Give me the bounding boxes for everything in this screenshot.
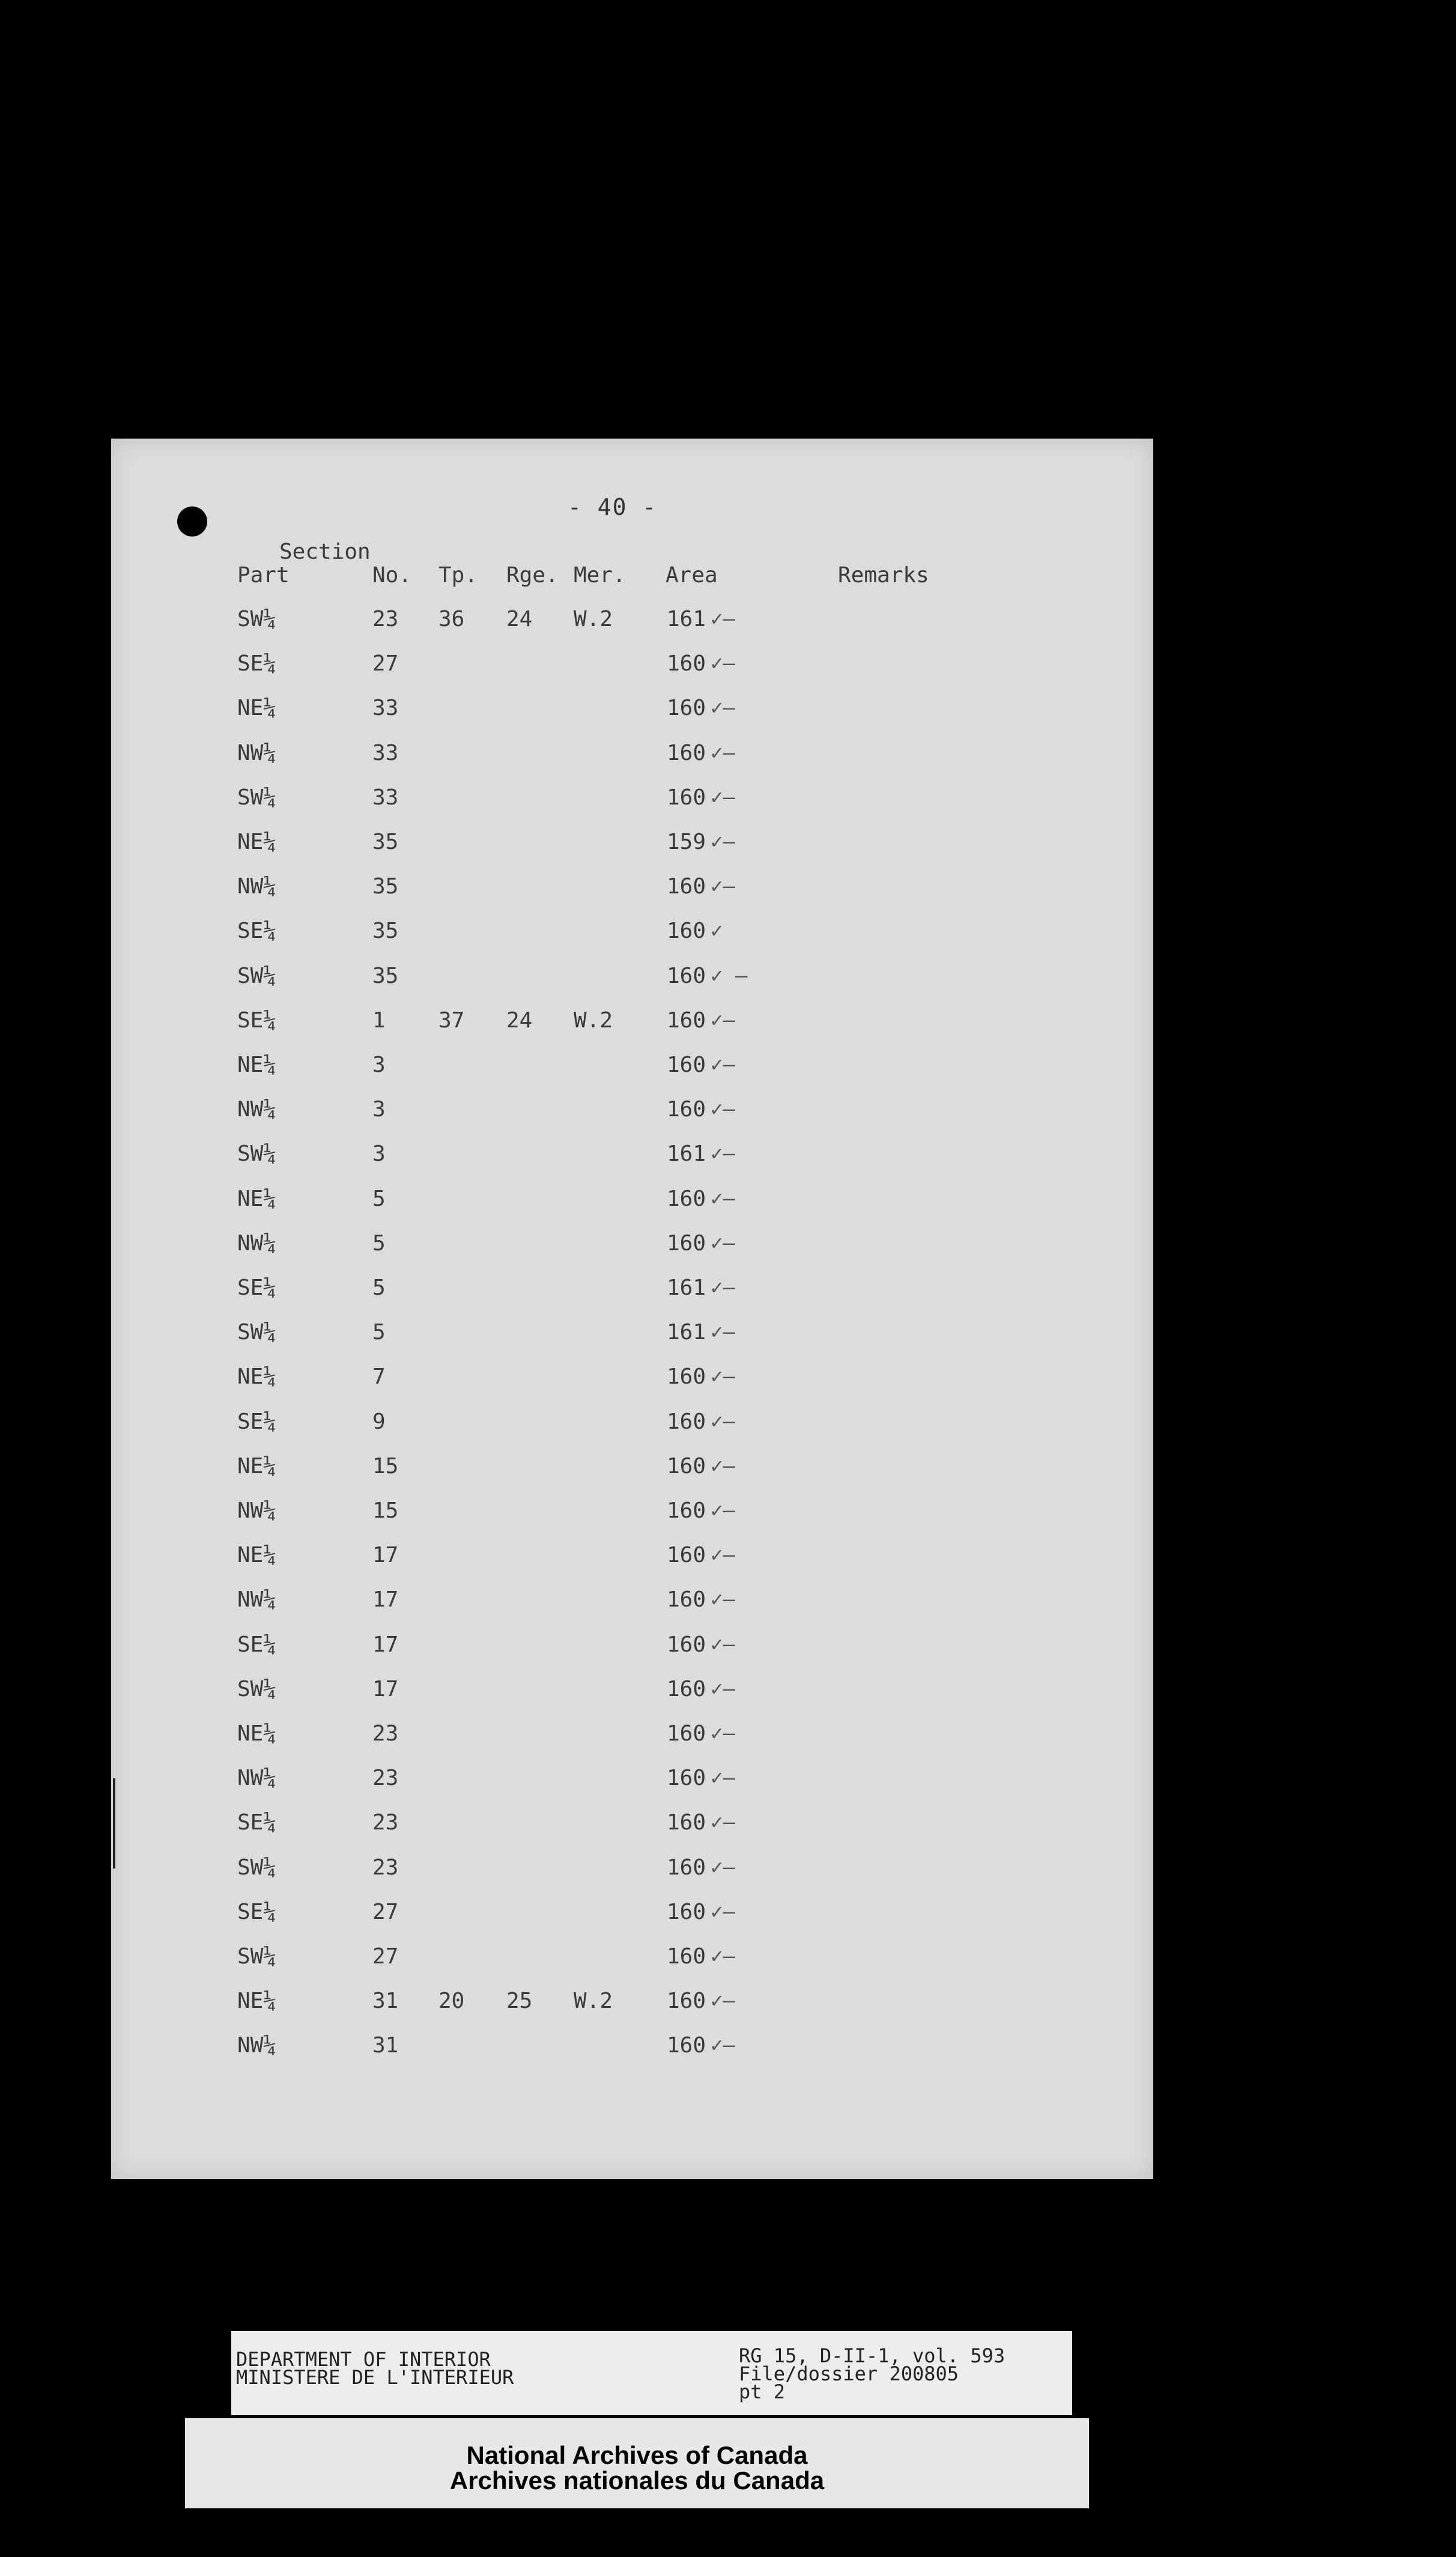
cell-check: ✓ — — [711, 964, 748, 988]
header-section: Section — [279, 540, 371, 564]
cell-check: ✓— — [711, 1721, 735, 1745]
cell-part: NW¼ — [237, 2033, 277, 2058]
cell-check: ✓— — [711, 1766, 735, 1790]
cell-no: 15 — [372, 1454, 399, 1479]
cell-no: 5 — [372, 1275, 386, 1300]
cell-area: 160 — [667, 1810, 706, 1835]
cell-area: 160 — [667, 1008, 706, 1033]
edge-mark — [113, 1778, 115, 1868]
cell-no: 31 — [372, 2033, 399, 2058]
cell-tp: 36 — [438, 607, 465, 631]
cell-area: 161 — [667, 1142, 706, 1166]
cell-check: ✓— — [711, 2033, 735, 2057]
cell-mer: W.2 — [574, 1008, 613, 1033]
cell-area: 160 — [667, 1543, 706, 1567]
cell-no: 23 — [372, 1810, 399, 1835]
cell-no: 3 — [372, 1142, 386, 1166]
cell-part: SW¼ — [237, 1142, 277, 1166]
cell-part: SE¼ — [237, 1008, 277, 1033]
cell-area: 160 — [667, 919, 706, 943]
cell-part: NW¼ — [237, 1587, 277, 1612]
cell-part: NE¼ — [237, 1454, 277, 1479]
cell-part: SW¼ — [237, 607, 277, 631]
cell-check: ✓— — [711, 1320, 735, 1344]
cell-rge: 25 — [506, 1989, 533, 2013]
stamp-dept-fr: MINISTERE DE L'INTERIEUR — [236, 2366, 514, 2389]
cell-no: 27 — [372, 651, 399, 676]
cell-check: ✓— — [711, 1454, 735, 1478]
cell-check: ✓— — [711, 785, 735, 809]
cell-check: ✓— — [711, 1855, 735, 1879]
cell-part: NE¼ — [237, 830, 277, 854]
cell-no: 35 — [372, 830, 399, 854]
header-no: No. — [372, 563, 412, 588]
cell-tp: 20 — [438, 1989, 465, 2013]
banner-french: Archives nationales du Canada — [449, 2466, 825, 2495]
cell-check: ✓— — [711, 1900, 735, 1924]
header-area: Area — [666, 563, 718, 588]
cell-part: SE¼ — [237, 1275, 277, 1300]
cell-part: SE¼ — [237, 1810, 277, 1835]
cell-no: 35 — [372, 964, 399, 988]
cell-area: 160 — [667, 874, 706, 899]
cell-check: ✓— — [711, 1008, 735, 1032]
cell-check: ✓— — [711, 1364, 735, 1388]
cell-no: 15 — [372, 1498, 399, 1523]
header-tp: Tp. — [438, 563, 478, 588]
cell-check: ✓— — [711, 1810, 735, 1834]
stamp-dept-en: DEPARTMENT OF INTERIOR — [236, 2348, 491, 2371]
stamp-right — [739, 2344, 1006, 2403]
cell-area: 161 — [667, 1320, 706, 1345]
cell-check: ✓— — [711, 1498, 735, 1522]
cell-no: 5 — [372, 1187, 386, 1211]
cell-no: 31 — [372, 1989, 399, 2013]
cell-no: 3 — [372, 1097, 386, 1122]
cell-rge: 24 — [506, 1008, 533, 1033]
cell-check: ✓— — [711, 1053, 735, 1077]
cell-part: NW¼ — [237, 741, 277, 765]
cell-area: 160 — [667, 1632, 706, 1657]
cell-check: ✓— — [711, 830, 735, 854]
cell-part: NE¼ — [237, 1721, 277, 1746]
cell-check: ✓— — [711, 741, 735, 765]
cell-no: 23 — [372, 1721, 399, 1746]
cell-check: ✓— — [711, 651, 735, 675]
cell-area: 160 — [667, 1364, 706, 1389]
cell-area: 160 — [667, 651, 706, 676]
cell-area: 160 — [667, 1766, 706, 1790]
cell-check: ✓— — [711, 1587, 735, 1611]
cell-no: 27 — [372, 1900, 399, 1924]
cell-area: 160 — [667, 1855, 706, 1880]
cell-check: ✓— — [711, 1632, 735, 1656]
cell-no: 35 — [372, 919, 399, 943]
cell-part: SW¼ — [237, 1320, 277, 1345]
cell-part: NE¼ — [237, 1053, 277, 1077]
cell-part: NE¼ — [237, 1989, 277, 2013]
stamp-left — [236, 2348, 514, 2389]
cell-tp: 37 — [438, 1008, 465, 1033]
cell-part: SW¼ — [237, 1677, 277, 1701]
cell-part: NE¼ — [237, 696, 277, 720]
archive-stamp — [231, 2331, 1072, 2415]
archives-banner — [185, 2418, 1089, 2508]
cell-part: SW¼ — [237, 785, 277, 810]
cell-area: 160 — [667, 1721, 706, 1746]
cell-no: 35 — [372, 874, 399, 899]
cell-area: 160 — [667, 1409, 706, 1434]
cell-check: ✓— — [711, 607, 735, 631]
cell-part: SE¼ — [237, 1632, 277, 1657]
cell-part: NW¼ — [237, 1766, 277, 1790]
cell-no: 23 — [372, 1766, 399, 1790]
cell-part: NW¼ — [237, 1231, 277, 1256]
cell-area: 160 — [667, 1053, 706, 1077]
cell-part: NW¼ — [237, 1498, 277, 1523]
cell-part: NE¼ — [237, 1187, 277, 1211]
stamp-part: pt 2 — [739, 2380, 786, 2403]
cell-rge: 24 — [506, 607, 533, 631]
cell-no: 17 — [372, 1677, 399, 1701]
cell-part: NE¼ — [237, 1364, 277, 1389]
cell-area: 160 — [667, 696, 706, 720]
cell-check: ✓— — [711, 1275, 735, 1300]
cell-check: ✓— — [711, 696, 735, 720]
cell-part: NW¼ — [237, 874, 277, 899]
cell-mer: W.2 — [574, 1989, 613, 2013]
cell-area: 160 — [667, 1900, 706, 1924]
cell-part: SW¼ — [237, 1855, 277, 1880]
cell-check: ✓— — [711, 1187, 735, 1211]
cell-area: 160 — [667, 1097, 706, 1122]
cell-mer: W.2 — [574, 607, 613, 631]
cell-part: SE¼ — [237, 919, 277, 943]
cell-check: ✓— — [711, 1677, 735, 1701]
cell-no: 7 — [372, 1364, 386, 1389]
cell-area: 160 — [667, 1498, 706, 1523]
cell-check: ✓— — [711, 1409, 735, 1434]
cell-part: SE¼ — [237, 651, 277, 676]
page-number: - 40 - — [568, 494, 658, 520]
cell-area: 160 — [667, 1454, 706, 1479]
stamp-reference: RG 15, D-II-1, vol. 593 — [739, 2344, 1006, 2367]
cell-no: 33 — [372, 741, 399, 765]
cell-no: 1 — [372, 1008, 386, 1033]
cell-area: 160 — [667, 1989, 706, 2013]
cell-check: ✓— — [711, 1231, 735, 1255]
cell-no: 3 — [372, 1053, 386, 1077]
cell-check: ✓ — [711, 919, 723, 943]
cell-area: 160 — [667, 1677, 706, 1701]
cell-no: 33 — [372, 785, 399, 810]
cell-part: NW¼ — [237, 1097, 277, 1122]
cell-area: 161 — [667, 1275, 706, 1300]
header-part: Part — [237, 563, 290, 588]
punch-hole — [177, 506, 207, 537]
cell-no: 23 — [372, 1855, 399, 1880]
header-rge: Rge. — [506, 563, 559, 588]
cell-area: 160 — [667, 1231, 706, 1256]
cell-area: 160 — [667, 741, 706, 765]
cell-no: 5 — [372, 1231, 386, 1256]
cell-check: ✓— — [711, 1543, 735, 1567]
header-mer: Mer. — [574, 563, 626, 588]
cell-part: NE¼ — [237, 1543, 277, 1567]
cell-area: 160 — [667, 1944, 706, 1969]
header-remarks: Remarks — [838, 563, 929, 588]
cell-no: 17 — [372, 1587, 399, 1612]
cell-area: 160 — [667, 785, 706, 810]
cell-no: 9 — [372, 1409, 386, 1434]
cell-no: 5 — [372, 1320, 386, 1345]
cell-area: 161 — [667, 607, 706, 631]
cell-check: ✓— — [711, 1097, 735, 1121]
stamp-file: File/dossier 200805 — [739, 2362, 959, 2385]
cell-check: ✓— — [711, 1989, 735, 2013]
cell-area: 160 — [667, 964, 706, 988]
cell-area: 160 — [667, 1187, 706, 1211]
cell-check: ✓— — [711, 1142, 735, 1166]
cell-part: SE¼ — [237, 1409, 277, 1434]
cell-part: SE¼ — [237, 1900, 277, 1924]
cell-area: 160 — [667, 1587, 706, 1612]
banner-english: National Archives of Canada — [466, 2441, 808, 2469]
cell-check: ✓— — [711, 1944, 735, 1968]
cell-no: 23 — [372, 607, 399, 631]
cell-no: 17 — [372, 1543, 399, 1567]
cell-part: SW¼ — [237, 1944, 277, 1969]
cell-area: 160 — [667, 2033, 706, 2058]
cell-no: 27 — [372, 1944, 399, 1969]
cell-no: 17 — [372, 1632, 399, 1657]
cell-area: 159 — [667, 830, 706, 854]
cell-check: ✓— — [711, 874, 735, 898]
cell-no: 33 — [372, 696, 399, 720]
cell-part: SW¼ — [237, 964, 277, 988]
